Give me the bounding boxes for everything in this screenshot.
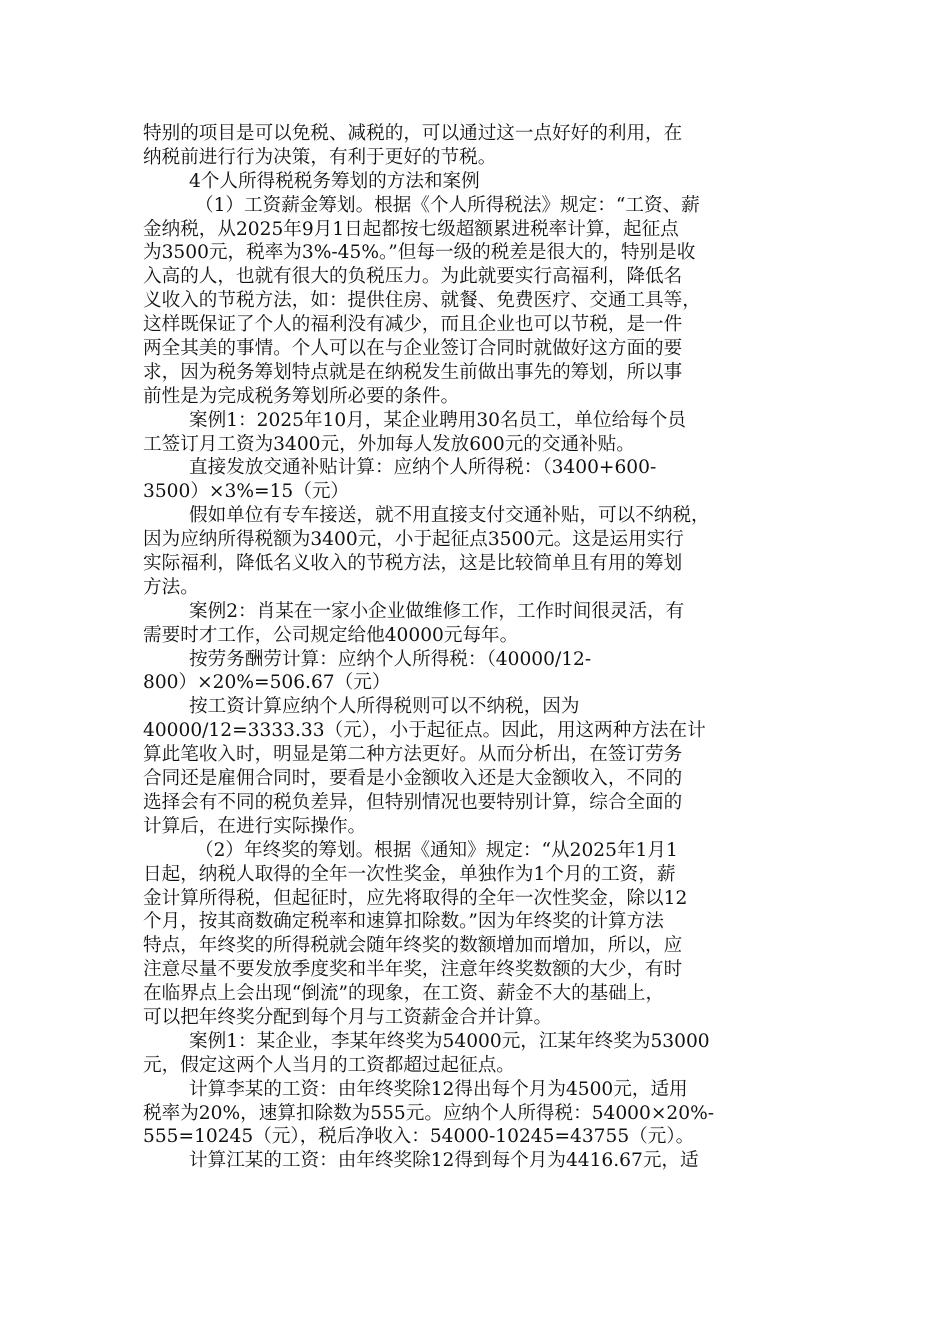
text-line: 为3500元，税率为3%-45%。”但每一级的税差是很大的，特别是收 [143, 242, 696, 264]
text-line: 555=10245（元），税后净收入：54000-10245=43755（元）。 [143, 1126, 695, 1148]
text-line: 3500）×3%=15（元） [143, 481, 350, 503]
text-line: 金计算所得税，但起征时，应先将取得的全年一次性奖金，除以12 [143, 887, 688, 909]
text-line: 计算江某的工资：由年终奖除12得到每个月为4416.67元，适 [189, 1150, 699, 1172]
text-line: 求，因为税务筹划特点就是在纳税发生前做出事先的筹划，所以事 [143, 361, 683, 383]
text-line: 义收入的节税方法，如：提供住房、就餐、免费医疗、交通工具等， [143, 290, 701, 312]
text-line: （1）工资薪金筹划。根据《个人所得税法》规定：“工资、薪 [195, 194, 700, 216]
text-line: 日起，纳税人取得的全年一次性奖金，单独作为1个月的工资，薪 [143, 863, 676, 885]
text-line: 个月，按其商数确定税率和速算扣除数。”因为年终奖的计算方法 [143, 911, 664, 933]
text-line: 算此笔收入时，明显是第二种方法更好。从而分析出，在签订劳务 [143, 744, 683, 766]
text-line: 选择会有不同的税负差异，但特别情况也要特别计算，综合全面的 [143, 791, 683, 813]
text-line: 前性是为完成税务筹划所必要的条件。 [143, 385, 460, 407]
text-line: 实际福利，降低名义收入的节税方法，这是比较简单且有用的筹划 [143, 553, 683, 575]
text-line: 4个人所得税税务筹划的方法和案例 [189, 170, 480, 192]
text-line: 直接发放交通补贴计算：应纳个人所得税：（3400+600- [189, 457, 657, 479]
text-line: 这样既保证了个人的福利没有减少，而且企业也可以节税，是一件 [143, 314, 683, 336]
text-line: 注意尽量不要发放季度奖和半年奖，注意年终奖数额的大少，有时 [143, 959, 683, 981]
text-line: 合同还是雇佣合同时，要看是小金额收入还是大金额收入，不同的 [143, 768, 683, 790]
text-line: 因为应纳所得税额为3400元，小于起征点3500元。这是运用实行 [143, 529, 684, 551]
text-line: 元，假定这两个人当月的工资都超过起征点。 [143, 1054, 515, 1076]
text-line: 方法。 [143, 576, 199, 598]
text-line: 工签订月工资为3400元，外加每人发放600元的交通补贴。 [143, 433, 635, 455]
text-line: 计算李某的工资：由年终奖除12得出每个月为4500元，适用 [189, 1078, 688, 1100]
text-line: 假如单位有专车接送，就不用直接支付交通补贴，可以不纳税， [189, 505, 710, 527]
text-line: 税率为20%，速算扣除数为555元。应纳个人所得税：54000×20%- [143, 1102, 715, 1124]
text-line: 按劳务酬劳计算：应纳个人所得税：（40000/12- [189, 648, 592, 670]
text-line: 金纳税，从2025年9月1日起都按七级超额累进税率计算，起征点 [143, 218, 679, 240]
text-line: 案例1：某企业，李某年终奖为54000元，江某年终奖为53000 [189, 1030, 710, 1052]
text-line: 特点，年终奖的所得税就会随年终奖的数额增加而增加，所以，应 [143, 935, 683, 957]
text-line: 两全其美的事情。个人可以在与企业签订合同时就做好这方面的要 [143, 338, 683, 360]
text-line: 800）×20%=506.67（元） [143, 672, 391, 694]
text-line: 在临界点上会出现“倒流”的现象，在工资、薪金不大的基础上， [143, 983, 665, 1005]
text-line: 按工资计算应纳个人所得税则可以不纳税，因为 [189, 696, 580, 718]
text-line: 特别的项目是可以免税、减税的，可以通过这一点好好的利用，在 [143, 123, 683, 144]
text-line: 40000/12=3333.33（元），小于起征点。因此，用这两种方法在计 [143, 720, 706, 742]
text-line: 需要时才工作，公司规定给他40000元每年。 [143, 624, 519, 646]
text-line: 入高的人，也就有很大的负税压力。为此就要实行高福利，降低名 [143, 266, 683, 288]
text-line: 纳税前进行行为决策，有利于更好的节税。 [143, 146, 497, 168]
text-line: 案例2：肖某在一家小企业做维修工作，工作时间很灵活，有 [189, 600, 685, 622]
text-line: 可以把年终奖分配到每个月与工资薪金合并计算。 [143, 1006, 553, 1028]
text-line: （2）年终奖的筹划。根据《通知》规定：“从2025年1月1 [195, 839, 678, 861]
text-line: 计算后，在进行实际操作。 [143, 815, 367, 837]
document-body [143, 122, 815, 1173]
text-line: 案例1：2025年10月，某企业聘用30名员工，单位给每个员 [189, 409, 686, 431]
